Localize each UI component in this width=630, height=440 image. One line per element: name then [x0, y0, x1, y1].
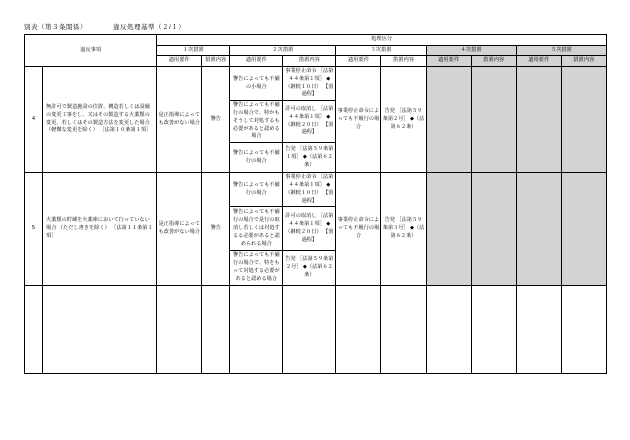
empty-cell-c3-action: [381, 285, 426, 373]
c2-action-c-text: 告発 ［法第５９条第１項］ ◆（法第６２条）: [285, 145, 334, 168]
c1-action-text: 警告: [210, 115, 221, 122]
header-group-3: ３次措置: [336, 45, 426, 56]
row-c4-action: [471, 67, 516, 173]
row-c5-apply: [516, 173, 561, 285]
row-c2-apply-c: [230, 251, 283, 285]
header-col-apply-4: 適用要件: [426, 56, 471, 67]
header-group-5: ５次措置: [516, 45, 606, 56]
c2-action-b-text: 許可の取消し ［法第４４条第１項］ ◆（継続２０日） 【罰過程】: [285, 213, 334, 243]
row-c3-apply: [336, 173, 381, 285]
row-c2-action-c: [283, 143, 336, 173]
row-c2-action-a: [283, 67, 336, 101]
empty-cell-c1-action: [202, 285, 230, 373]
row-c3-action: [381, 67, 426, 173]
table-empty-row: [25, 285, 607, 373]
empty-cell-c5-apply: [516, 285, 561, 373]
empty-cell-c2-apply: [230, 285, 283, 373]
row-c3-apply: [336, 67, 381, 173]
violation-text: 無許可で製造施設の位置、構造若しくは設備の変更工事をし、又はその製造する火薬類の変更、若しくはその製造方法を変更した場合（軽微な変更を除く） ［法第１０条第１項］: [46, 104, 152, 134]
row-violation-text: [43, 67, 157, 173]
header-col-apply-1: 適用要件: [157, 56, 202, 67]
document-header: [24, 22, 185, 31]
row-c4-action: [471, 173, 516, 285]
row-c2-action-c: [283, 251, 336, 285]
row-c4-apply: [426, 173, 471, 285]
c1-apply-text: 是正指導によっても改善がない場合: [158, 111, 200, 126]
row-c2-apply-b: [230, 101, 283, 143]
c2-apply-b-text: 警告によっても不備行の場合で是行の取消し若しくは対処するる必要があると認められる場合: [232, 209, 280, 247]
row-c2-action-b: [283, 207, 336, 251]
empty-cell-no: [25, 285, 43, 373]
row-c5-apply: [516, 67, 561, 173]
row-c2-apply-c: [230, 143, 283, 173]
row-violation-text: [43, 173, 157, 285]
row-c2-action-b: [283, 101, 336, 143]
header-right-text: 違反処理基準（２/１）: [113, 24, 186, 31]
row-c2-apply-b: [230, 207, 283, 251]
row-c1-apply: [157, 173, 202, 285]
header-col-apply-2: 適用要件: [230, 56, 283, 67]
row-c1-apply: [157, 67, 202, 173]
empty-cell-c4-apply: [426, 285, 471, 373]
row-c2-action-a: [283, 173, 336, 207]
table-row: [25, 67, 607, 101]
header-group-2: ２次措置: [230, 45, 336, 56]
header-group-1: １次措置: [157, 45, 230, 56]
header-col-action-4: 措置内容: [471, 56, 516, 67]
violation-text: 火薬類の貯蔵を火薬庫において行っていない場合 （ただし書きを除く） ［法第１１条第１項］: [46, 217, 153, 239]
header-col-action-1: 措置内容: [202, 56, 230, 67]
header-processing-class: 処理区分: [157, 35, 607, 46]
row-c5-action: [561, 173, 606, 285]
table-row: [25, 173, 607, 207]
c2-apply-c-text: 警告によっても不備行の場合で、特をもって対処する必要があると認める場合: [232, 252, 280, 282]
header-col-apply-3: 適用要件: [336, 56, 381, 67]
violation-standards-table: [24, 34, 607, 374]
empty-cell-c5-action: [561, 285, 606, 373]
empty-cell-violation: [43, 285, 157, 373]
c2-action-a-text: 事業停止命令 ［法第４４条第１項］ ◆（継続１０日） 【罰過程】: [285, 68, 334, 98]
row-number: 4: [25, 67, 43, 173]
c2-action-b-text: 許可の取消し ［法第４４条第１項］ ◆（継続２０日） 【罰過程】: [285, 106, 334, 136]
header-col-action-3: 措置内容: [381, 56, 426, 67]
table-header-row-1: [25, 35, 607, 46]
header-col-action-2: 措置内容: [283, 56, 336, 67]
c3-apply-text: 事業停止命令によっても不履行の場合: [337, 107, 380, 130]
header-col-action-5: 措置内容: [561, 56, 606, 67]
c2-apply-c-text: 警告によっても不備行の場合: [232, 149, 280, 164]
c3-apply-text: 事業停止命令によっても不履行の場合: [337, 217, 380, 239]
header-col-apply-5: 適用要件: [516, 56, 561, 67]
empty-cell-c3-apply: [336, 285, 381, 373]
header-violation-article: 違反事項: [25, 35, 157, 67]
c2-apply-b-text: 警告によっても不備行の場合で、特かもそうして対処するも必要があると認める場合: [232, 102, 280, 140]
row-c1-action: [202, 173, 230, 285]
row-c3-action: [381, 173, 426, 285]
row-c4-apply: [426, 67, 471, 173]
row-c5-action: [561, 67, 606, 173]
c2-apply-a-text: 警告によっても不備行の場合: [232, 181, 280, 196]
c3-action-text: 告発 ［法第５９条第３号］ ◆（法第６２条）: [382, 217, 425, 239]
c2-action-c-text: 告発 ［法第５９条第２号］ ◆（法第６２条）: [285, 256, 334, 278]
row-c2-apply-a: [230, 173, 283, 207]
row-c1-action: [202, 67, 230, 173]
empty-cell-c2-action: [283, 285, 336, 373]
header-left-text: 別表（第３条関係）: [24, 24, 87, 31]
empty-cell-c1-apply: [157, 285, 202, 373]
c1-apply-text: 是正指導によっても改善がない場合: [158, 221, 200, 235]
c2-action-a-text: 事業停止命令 ［法第４４条第１項］ ◆（継続１０日） 【罰過程】: [285, 174, 334, 204]
c3-action-text: 告発 ［法第５９条第２号］ ◆（法第６２条）: [382, 107, 425, 130]
row-c2-apply-a: [230, 67, 283, 101]
c2-apply-a-text: 警告によっても不備の小場合: [232, 75, 280, 90]
c1-action-text: 警告: [210, 224, 221, 231]
empty-cell-c4-action: [471, 285, 516, 373]
header-group-4: ４次措置: [426, 45, 516, 56]
row-number: 5: [25, 173, 43, 285]
